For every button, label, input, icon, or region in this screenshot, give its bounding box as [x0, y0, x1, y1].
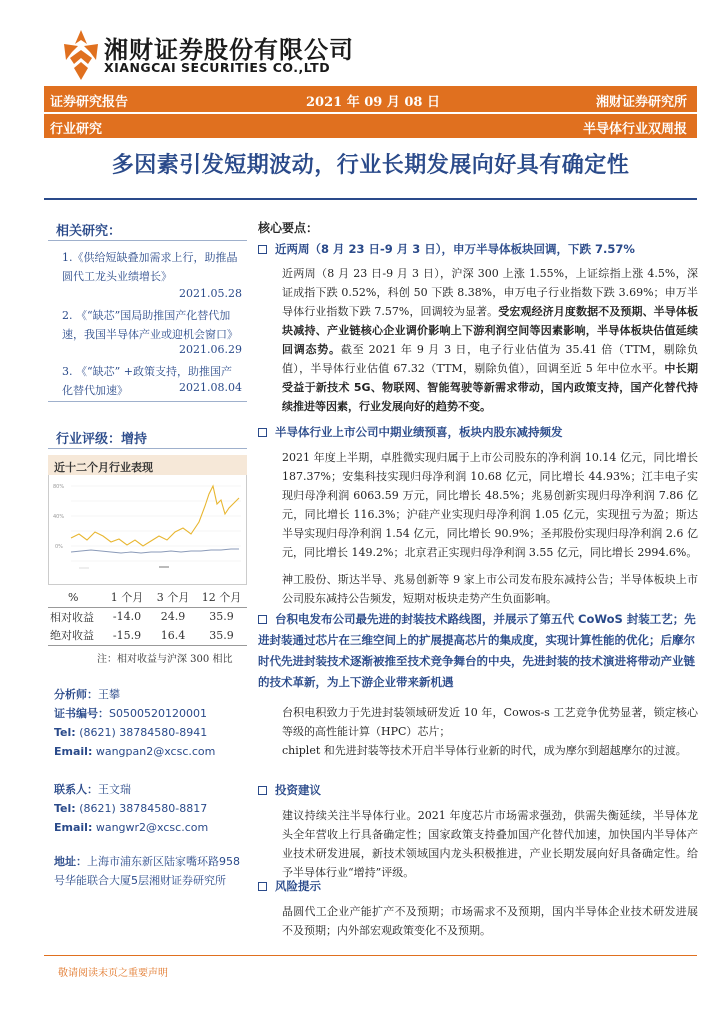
related-bottom-divider: [48, 401, 247, 402]
analyst-label: 分析师：: [54, 688, 98, 701]
contact-email[interactable]: wangwr2@xcsc.com: [95, 821, 209, 834]
checkbox-bullet-icon: [258, 882, 267, 891]
table-header-cell: 1 个月: [110, 591, 144, 605]
tel-label: Tel:: [54, 726, 76, 739]
section-4-heading-text: 投资建议: [275, 783, 321, 797]
address-label: 地址：: [54, 855, 87, 868]
section-2-body-2: 神工股份、斯达半导、兆易创新等 9 家上市公司发布股东减持公告；半导体板块上市公司股东减持公告频发，短期对板块走势产生负面影响。: [282, 573, 698, 605]
section-2-body: 2021 年度上半期，卓胜微实现归属于上市公司股东的净利润 10.14 亿元，同比增长 187.37%；安集科技实现归母净利润 10.68 亿元，同比增长 44.93%；江丰电子实现归母净利润 6063.59 万元，同比增长 48.5%；兆易创新实现归母净利润 7.86 亿元，同比增长 116.3%；沪硅产业实现归母净利润 1.05 亿元，实现扭亏为盈；斯达半导实现归母净利润 1.54 亿元，同比增长 90.9%；圣邦股份实现归母净利润 2.6 亿元，同比增长 149.2%；北京君正实现归母净利润 3.55 亿元，同比增长 2994.6%。: [282, 451, 698, 559]
section-5-heading: [258, 878, 698, 894]
related-divider: [48, 240, 247, 241]
analyst-name: 王攀: [98, 688, 120, 701]
contact-tel: (8621) 38784580-8817: [79, 802, 208, 815]
contact-tel-label: Tel:: [54, 802, 76, 815]
related-item-1-date: 2021.05.28: [179, 287, 242, 300]
related-item-3-date: 2021.08.04: [179, 381, 242, 394]
section-3-body-2: chiplet 和先进封装等技术开启半导体行业新的时代，成为摩尔到超越摩尔的过渡。: [282, 744, 687, 757]
table-header-row: [48, 588, 247, 607]
checkbox-bullet-icon: [258, 615, 267, 624]
rating-divider: [48, 448, 247, 449]
s1-text-b: 受宏观经济月度数据不及预期、半导体板块减持、产业链核心企业调价影响上下游利润空间等因素影响，半导体板块估值延续回调态势。: [282, 305, 698, 356]
chart-tick-y: 40%: [53, 514, 65, 520]
table-cell: 绝对收益: [50, 629, 94, 643]
s1-text-d: 中长期受益于新技术 5G、物联网、智能驾驶等新需求带动，国内政策支持，国产化替代持续推进等因素，行业发展向好的趋势不变。: [282, 362, 698, 413]
section-5-body: 晶圆代工企业产能扩产不及预期；市场需求不及预期，国内半导体企业技术研发进展不及预期；内外部宏观政策变化不及预期。: [282, 905, 698, 937]
report-category: 行业研究: [50, 122, 103, 137]
contact-email-label: Email:: [54, 821, 93, 834]
title-divider: [44, 198, 697, 200]
cert-number: S0500520120001: [109, 707, 207, 720]
s1-text-c: 截至 2021 年 9 月 3 日，电子行业估值为 35.41 倍（TTM，剔除负值），半导体行业估值 67.32（TTM，剔除负值），回调至近 5 年中位水平。: [282, 343, 698, 375]
table-note: 注：相对收益与沪深 300 相比: [97, 654, 233, 665]
address-text: 上海市浦东新区陆家嘴环路958号华能联合大厦5层湘财证券研究所: [54, 855, 240, 887]
checkbox-bullet-icon: [258, 428, 267, 437]
checkbox-bullet-icon: [258, 786, 267, 795]
performance-table: [48, 588, 247, 646]
report-date: 2021 年 09 月 08 日: [306, 95, 440, 110]
footer-divider: [44, 955, 697, 956]
table-cell: 16.4: [160, 628, 186, 642]
section-2-heading-text: 半导体行业上市公司中期业绩预喜，板块内股东减持频发: [275, 425, 563, 439]
table-row: [48, 607, 247, 626]
table-header-cell: 12 个月: [201, 591, 242, 605]
related-item-2[interactable]: 2. 《“缺芯”国局助推国产化替代加速，我国半导体产业或迎机会窗口》: [62, 309, 238, 341]
s1-text-a: 近两周（8 月 23 日-9 月 3 日），沪深 300 上涨 1.55%，上证综指上涨 4.5%，深证成指下跌 0.52%，科创 50 下跌 8.38%，申万电子行业指数下跌 3.69%；申万半导体行业指数下跌 7.57%，回调较为显著。: [282, 267, 698, 318]
analyst-block: [54, 685, 244, 761]
address-block: [54, 852, 244, 890]
table-row: [48, 626, 247, 645]
table-cell: -14.0: [112, 610, 142, 624]
section-1-heading-text: 近两周（8 月 23 日-9 月 3 日），申万半导体板块回调，下跌 7.57%: [275, 242, 635, 256]
table-cell: 35.9: [209, 628, 234, 642]
related-item-2-date: 2021.06.29: [179, 343, 242, 356]
checkbox-bullet-icon: [258, 245, 267, 254]
core-points-title: 核心要点：: [258, 221, 319, 235]
table-cell: 相对收益: [50, 610, 94, 624]
footer-disclaimer[interactable]: 敬请阅读末页之重要声明: [58, 968, 168, 979]
section-3-heading: [258, 609, 698, 693]
header-bar-top: [44, 86, 697, 112]
section-2-heading: [258, 424, 698, 440]
chart-tick-y: 0%: [55, 544, 63, 550]
contact-block: [54, 780, 244, 837]
related-item-3[interactable]: 3. 《“缺芯” +政策支持，助推国产化替代加速》: [62, 365, 232, 397]
chart-tick-y: 80%: [53, 484, 65, 490]
company-name-en: XIANGCAI SECURITIES CO.,LTD: [104, 60, 331, 75]
table-cell: 24.9: [160, 610, 186, 624]
report-type: 证券研究报告: [50, 95, 129, 110]
section-3-heading-text: 台积电发布公司最先进的封装技术路线图，并展示了第五代 CoWoS 封装工艺；先进封装通过芯片在三维空间上的扩展提高芯片的集成度，实现计算性能的优化；后摩尔时代先进封装技术逐渐被推至技术竞争舞台的中央，先进封装的技术演进将带动产业链的技术革新，为上下游企业带来新机遇: [258, 612, 696, 689]
section-4-body: 建议持续关注半导体行业。2021 年度芯片市场需求强劲，供需失衡延续，半导体龙头全年营收上行具备确定性；国家政策支持叠加国产化替代加速，加快国内半导体产业技术研发进展，新技术领域国内龙头积极推进，产业长期发展向好具备确定性。给予半导体行业“增持”评级。: [282, 809, 698, 879]
performance-chart-svg: [49, 456, 248, 586]
analyst-email[interactable]: wangpan2@xcsc.com: [95, 745, 216, 758]
analyst-tel: (8621) 38784580-8941: [79, 726, 208, 739]
section-3-body: 台积电积致力于先进封装领域研发近 10 年，Cowos-s 工艺竞争优势显著，锁定核心等级的高性能计算（HPC）芯片；: [282, 706, 698, 738]
company-logo-icon: [62, 30, 100, 80]
table-cell: -15.9: [112, 628, 142, 642]
cert-label: 证书编号：: [54, 707, 109, 720]
related-research-title: 相关研究：: [56, 224, 122, 239]
section-1-body: [282, 264, 698, 416]
institute: 湘财证券研究所: [595, 95, 687, 110]
section-4-heading: [258, 782, 698, 798]
benchmark-index-line: [71, 549, 239, 553]
table-header-cell: 3 个月: [156, 591, 190, 605]
contact-label: 联系人：: [54, 783, 98, 796]
page-title: 多因素引发短期波动，行业长期发展向好具有确定性: [111, 153, 630, 178]
contact-name: 王文瑞: [98, 783, 131, 796]
header-bar-bottom: [44, 114, 697, 138]
table-header-cell: %: [68, 590, 79, 604]
section-1-heading: [258, 241, 698, 257]
table-cell: 35.9: [209, 610, 234, 624]
chart-title: 近十二个月行业表现: [48, 455, 247, 475]
industry-rating: 行业评级：增持: [56, 432, 148, 447]
section-5-heading-text: 风险提示: [275, 879, 321, 893]
report-series: 半导体行业双周报: [582, 122, 687, 137]
company-name-cn: 湘财证券股份有限公司: [104, 36, 354, 64]
email-label: Email:: [54, 745, 93, 758]
related-item-1[interactable]: 1.《供给短缺叠加需求上行，助推晶圆代工龙头业绩增长》: [62, 251, 238, 283]
